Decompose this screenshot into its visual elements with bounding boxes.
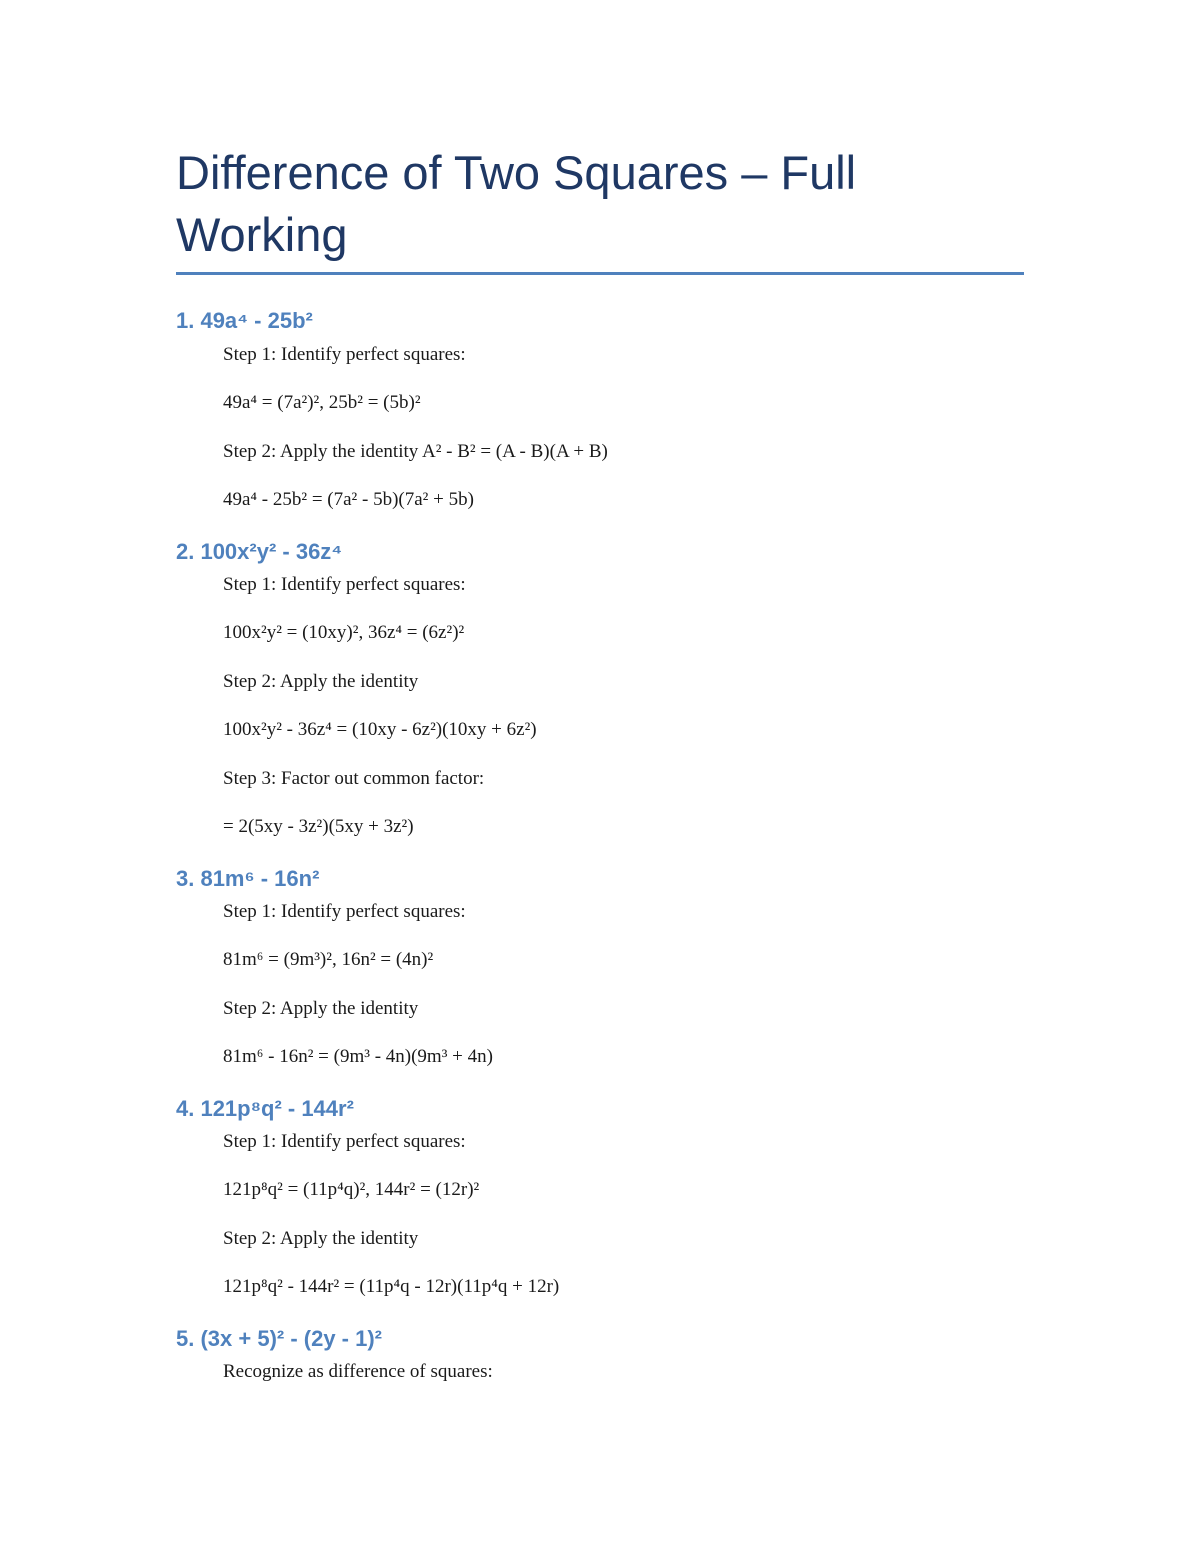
problem-2-result: = 2(5xy - 3z²)(5xy + 3z²): [223, 816, 414, 837]
problem-3-step-2: Step 2: Apply the identity: [223, 998, 419, 1019]
problem-4-result: 121p⁸q² - 144r² = (11p⁴q - 12r)(11p⁴q + 12r): [223, 1276, 560, 1297]
problem-1-result: 49a⁴ - 25b² = (7a² - 5b)(7a² + 5b): [223, 489, 474, 510]
page-title: Difference of Two Squares – Full Working: [176, 146, 857, 261]
problem-2-squares: 100x²y² = (10xy)², 36z⁴ = (6z²)²: [223, 622, 465, 643]
title-underline: [176, 272, 1024, 275]
problem-2-step-3: Step 3: Factor out common factor:: [223, 768, 485, 789]
problem-2-heading: 2. 100x²y² - 36z⁴: [176, 539, 343, 564]
problem-1-squares: 49a⁴ = (7a²)², 25b² = (5b)²: [223, 392, 421, 413]
problem-2-step-2: Step 2: Apply the identity: [223, 671, 419, 692]
problem-1-step-1: Step 1: Identify perfect squares:: [223, 344, 466, 365]
problem-4-heading: 4. 121p⁸q² - 144r²: [176, 1096, 354, 1121]
problem-3-result: 81m⁶ - 16n² = (9m³ - 4n)(9m³ + 4n): [223, 1046, 493, 1067]
problem-5-heading: 5. (3x + 5)² - (2y - 1)²: [176, 1326, 383, 1351]
problem-3-heading: 3. 81m⁶ - 16n²: [176, 866, 320, 891]
problem-5-step-1: Recognize as difference of squares:: [223, 1361, 493, 1382]
problem-4-squares: 121p⁸q² = (11p⁴q)², 144r² = (12r)²: [223, 1179, 480, 1200]
problem-4-step-1: Step 1: Identify perfect squares:: [223, 1131, 466, 1152]
problem-3-step-1: Step 1: Identify perfect squares:: [223, 901, 466, 922]
problem-3-squares: 81m⁶ = (9m³)², 16n² = (4n)²: [223, 949, 434, 970]
problem-1-step-2: Step 2: Apply the identity A² - B² = (A - B)(A + B): [223, 441, 608, 462]
problem-1-heading: 1. 49a⁴ - 25b²: [176, 308, 313, 333]
problem-2-identity-result: 100x²y² - 36z⁴ = (10xy - 6z²)(10xy + 6z²): [223, 719, 537, 740]
problem-4-step-2: Step 2: Apply the identity: [223, 1228, 419, 1249]
problem-2-step-1: Step 1: Identify perfect squares:: [223, 574, 466, 595]
